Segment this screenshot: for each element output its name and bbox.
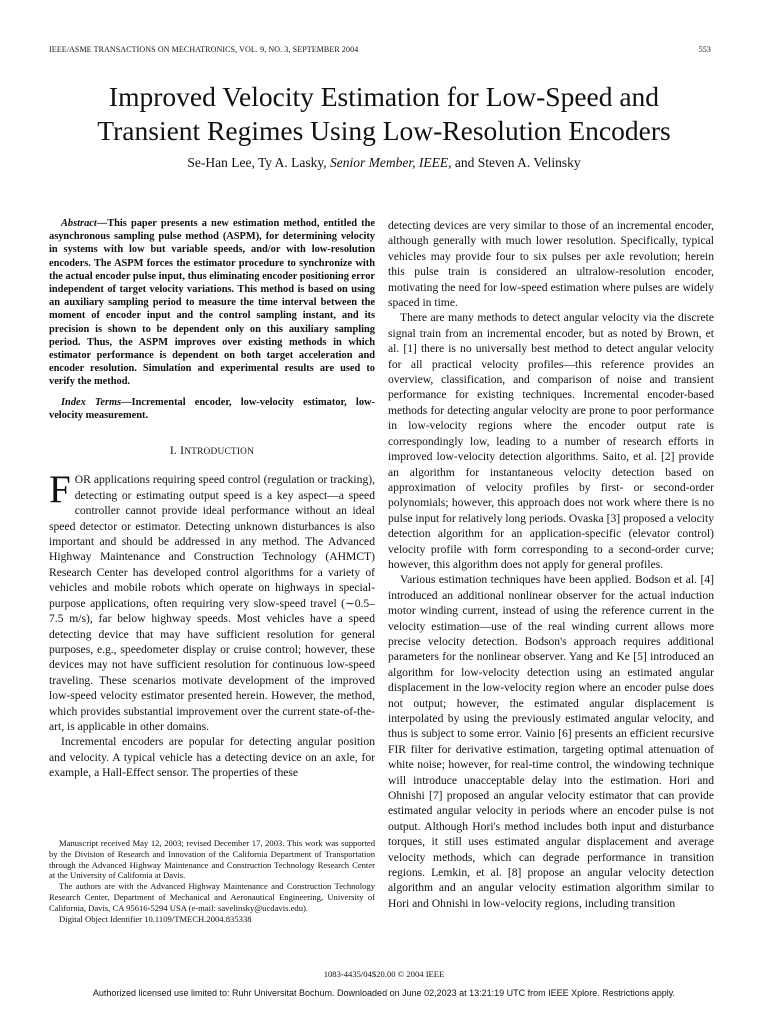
index-terms-label: Index Terms [61,396,122,408]
abstract-label: Abstract [61,218,97,229]
footnote-manuscript: Manuscript received May 12, 2003; revised December 17, 2003. This work was supported by the Division of Research and Innovation of the California Department of Transportation through the Advanced Highway Maintenance and Construction Technology Research Center at the University of California at Davis. [49,838,375,881]
left-column [49,217,375,781]
abstract [49,217,375,389]
running-header-journal: IEEE/ASME TRANSACTIONS ON MECHATRONICS, VOL. 9, NO. 3, SEPTEMBER 2004 [49,45,359,54]
author-role: Senior Member, IEEE [330,155,449,170]
copyright-line: 1083-4435/04$20.00 © 2004 IEEE [323,969,445,979]
intro-paragraph-2: Incremental encoders are popular for detecting angular position and velocity. A typical vehicle has a detecting device on an axle, for example, a Hall-Effect sensor. The properties of these [49,735,375,780]
right-paragraph-1: detecting devices are very similar to those of an incremental encoder, although generally with much lower resolution. Specifically, typical vehicles may provide four to six pulses per axle revolution; herein this pulse train is considered an ultralow-resolution encoder, motivating the need for low-speed estimation where pulses are widely spaced in time. [388,219,714,310]
authors-part-1: Se-Han Lee, Ty A. Lasky, [187,155,331,170]
intro-paragraph-1-text: OR applications requiring speed control (regulation or tracking), detecting or estimating output speed is a key aspect—a speed controller cannot provide ideal performance without an ideal speed detector or estimator. Detecting unknown disturbances is also important and should be addressed in any method. The Advanced Highway Maintenance and Construction Technology (AHMCT) Research Center has developed control algorithms for a variety of vehicles and mobile robots which operate on highways in special-purpose applications, often requiring very slow-speed travel (∼0.5–7.5 m/s), far below highway speeds. Most vehicles have a speed detecting device that may have sufficient resolution for general purposes, e.g., speedometer display or cruise control; however, these devices may not have sufficient resolution for continuous low-speed traveling. These scenarios motivate development of the improved low-speed velocity estimator presented herein. However, the method, which provides substantial improvement over the current state-of-the-art, is applicable in other domains. [49,473,375,733]
drop-cap: F [49,468,71,512]
right-paragraph-3: Various estimation techniques have been applied. Bodson et al. [4] introduced an additional nonlinear observer for the actual induction motor winding current, instead of using the reference current in the velocity estimation—use of the real winding current allows more precise velocity detection. Bodson's approach requires additional parameters for the nonlinear observer. Yang and Ke [5] introduced an algorithm for low-velocity detection using an estimated angular displacement in the low-velocity region where an encoder pulse does not output; however, the estimated angular displacement is interpolated by using the previously estimated angular velocity, and thus is subject to some error. Vainio [6] presents an efficient recursive FIR filter for derivative estimation, targeting optimal attenuation of white noise; however, for real-time control, the windowing technique will introduce unacceptable delay into the estimation. Hori and Ohnishi [7] proposed an angular velocity estimator that can provide estimated angular velocity in periods where an encoder pulse is not output. Although Hori's method includes both input and disturbance torques, it still uses estimated angular displacement and average velocity methods, which can degrade performance in transition regions. Lemkin, et al. [8] propose an angular velocity detection algorithm and an angular velocity estimation algorithm similar to Hori and Ohnishi in low-velocity regions, including transition [388,573,714,910]
footnotes [49,838,375,924]
section-heading-introduction [49,443,375,460]
index-terms-text: —Incremental encoder, low-velocity estimator, low-velocity measurement. [49,396,375,421]
footnote-doi: Digital Object Identifier 10.1109/TMECH.2004.835338 [59,913,252,924]
title-line-1: Improved Velocity Estimation for Low-Speed and [108,81,660,112]
index-terms [49,396,375,422]
page-number: 553 [698,45,711,54]
section-title-rest: NTRODUCTION [184,447,255,458]
license-notice: Authorized licensed use limited to: Ruhr Universitat Bochum. Downloaded on June 02,2023 at 13:21:19 UTC from IEEE Xplore. Restrictions apply. [92,988,676,998]
footnote-affiliation: The authors are with the Advanced Highway Maintenance and Construction Technology Research Center, Department of Mechanical and Aeronautical Engineering, University of California, Davis, CA 95616-5294 USA (e-mail: savelinsky@ucdavis.edu). [49,881,375,913]
title-line-2: Transient Regimes Using Low-Resolution Encoders [97,115,671,146]
right-paragraph-2: There are many methods to detect angular velocity via the discrete signal train from an incremental encoder, but as noted by Brown, et al. [1] there is no universally best method to detect angular velocity for all practical velocity profiles—this reference provides an overview, classification, and comparison of noise and transient performance for existing techniques. Incremental encoder-based methods for detecting angular velocity are prone to poor performance in low-velocity regions where the encoder output rate is correspondingly low, leading to a number of research efforts in improved low-velocity detection algorithms. Saito, et al. [2] provide an algorithm for instantaneous velocity detection based on approximation of velocity profiles by first- or second-order polynomials; however, this approach does not work where there is no pulse input for relatively long periods. Ovaska [3] proposed a velocity detection algorithm for an application-specific (elevator control) velocity profile with form corresponding to a second-order curve; however, this algorithm does not apply for general profiles. [388,311,714,571]
paper-title [0,80,768,148]
right-column [388,218,714,911]
authors-part-2: , and Steven A. Velinsky [448,155,581,170]
author-list [0,155,768,171]
abstract-text: —This paper presents a new estimation method, entitled the asynchronous sampling pulse method (ASPM), for determining velocity in systems with low but variable speeds, and/or with low-resolution encoders. The ASPM forces the estimator procedure to synchronize with the actual encoder pulse input, thus eliminating encoder positioning error independent of target velocity variations. This method is based on using an auxiliary sampling period to measure the time interval between the moment of encoder input and the control sampling instant, and its precision is shown to be dependent only on this auxiliary sampling period. Thus, the ASPM improves over existing methods in which estimator performance is dependent on both target acceleration and encoder resolution. Simulation and experimental results are used to verify the method. [49,218,375,388]
intro-paragraph-1 [49,468,375,734]
section-numeral: I. I [169,444,185,458]
